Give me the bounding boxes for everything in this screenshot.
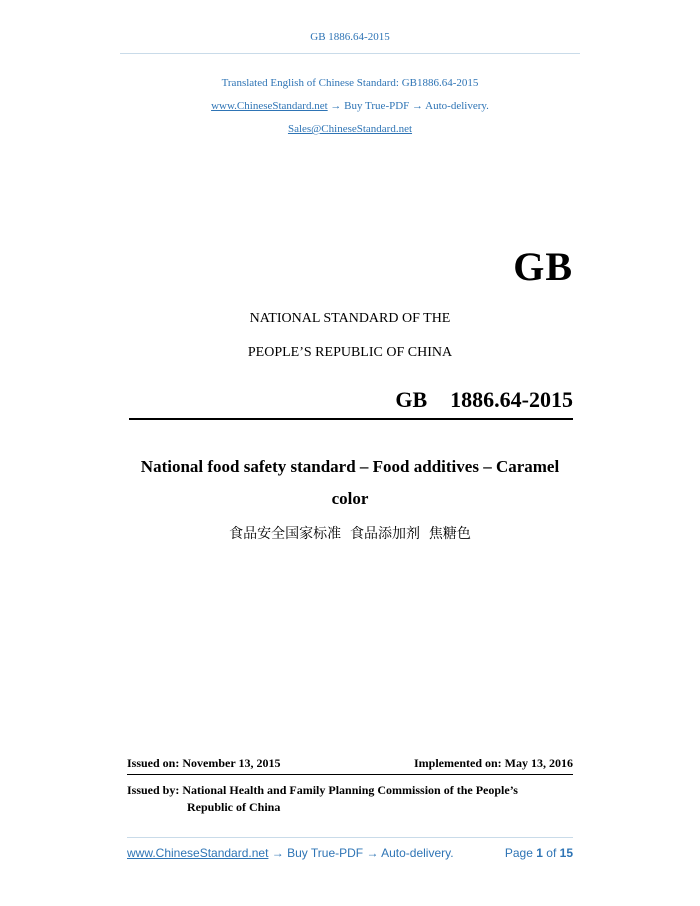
footer-purchase-line (127, 846, 454, 860)
title-divider (129, 418, 573, 420)
title-english-line-2: color (331, 489, 369, 508)
implemented-on-date: Implemented on: May 13, 2016 (414, 756, 573, 770)
issued-by-line-1: National Health and Family Planning Commission of the People’s (182, 783, 518, 797)
footer-divider (127, 837, 573, 838)
title-english-line-1: National food safety standard – Food additives – Caramel (140, 457, 560, 476)
gb-logo: GB (513, 244, 573, 289)
issued-by-label: Issued by: (127, 783, 180, 797)
footer-site-link[interactable]: www.ChineseStandard.net (127, 846, 269, 860)
header-divider (120, 53, 580, 54)
sales-email-link[interactable]: Sales@ChineseStandard.net (287, 123, 413, 135)
issued-on-date: Issued on: November 13, 2015 (127, 756, 281, 770)
sales-email-line (0, 123, 700, 135)
page-of: of (546, 846, 557, 860)
purchase-text: → Buy True-PDF → Auto-delivery. (327, 100, 489, 112)
purchase-line (0, 100, 700, 112)
national-standard-line-2: PEOPLE’S REPUBLIC OF CHINA (247, 345, 453, 360)
footer-purchase-text: → Buy True-PDF → Auto-delivery. (268, 846, 454, 860)
issued-by-block (127, 782, 587, 816)
national-standard-line-1: NATIONAL STANDARD OF THE (249, 311, 451, 326)
running-header: GB 1886.64-2015 (310, 31, 390, 43)
page-current: 1 (536, 846, 543, 860)
page-total: 15 (559, 846, 573, 860)
standard-number: GB 1886.64-2015 (395, 387, 573, 412)
page-indicator (505, 846, 573, 860)
dates-divider (127, 774, 573, 775)
title-chinese: 食品安全国家标准 食品添加剂 焦糖色 (229, 526, 471, 542)
issued-by-line-2: Republic of China (187, 800, 281, 814)
translation-notice: Translated English of Chinese Standard: GB1886.64-2015 (221, 77, 479, 89)
page-label: Page (504, 846, 533, 860)
site-link[interactable]: www.ChineseStandard.net (211, 100, 328, 112)
